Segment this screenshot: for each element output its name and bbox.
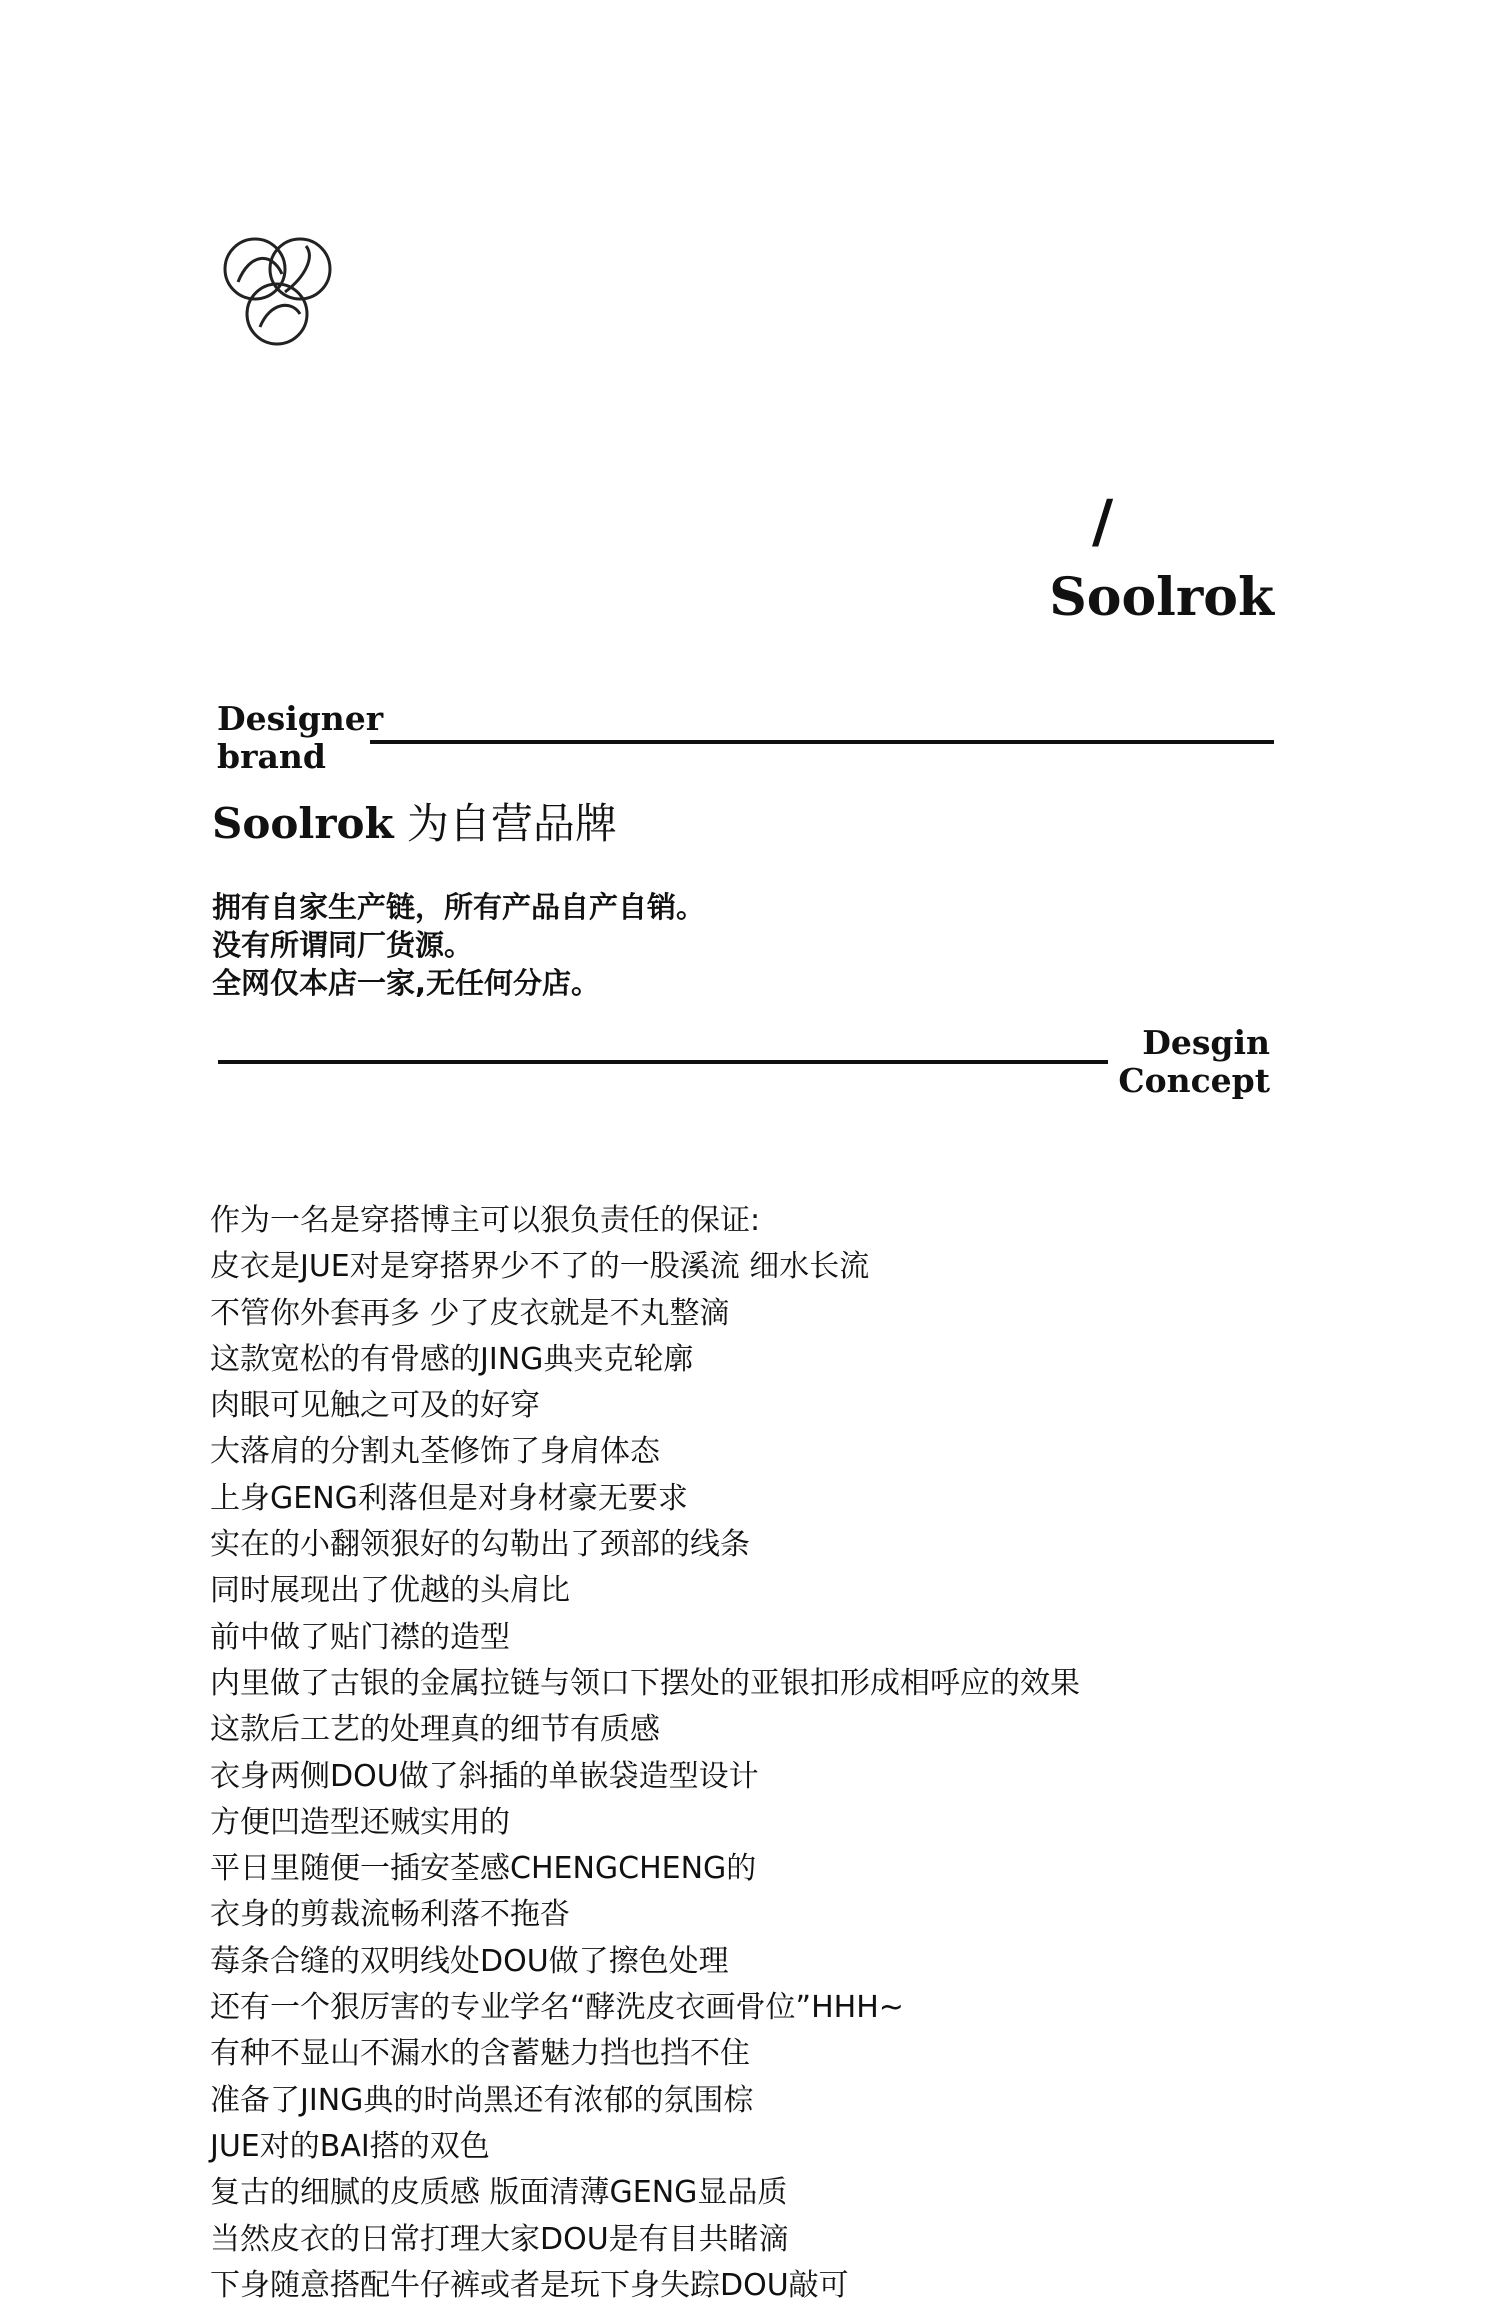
description-line: 作为一名是穿搭博主可以狠负责任的保证:: [210, 1203, 761, 1238]
self-brand-name: Soolrok: [212, 799, 394, 848]
description-line: 莓条合缝的双明线处DOU做了擦色处理: [210, 1943, 729, 1979]
description-line: 当然皮衣的日常打理大家DOU是有目共睹滴: [210, 2221, 789, 2257]
product-description: [210, 1198, 1080, 2309]
description-line: 大落肩的分割丸荃修饰了身肩体态: [210, 1434, 660, 1470]
description-line: 方便凹造型还贼实用的: [210, 1804, 510, 1840]
design-concept-label: [1118, 1024, 1270, 1100]
description-line: 平日里随便一插安荃感CHENGCHENG的: [210, 1851, 757, 1887]
self-brand-desc: 为自营品牌: [393, 799, 617, 848]
concept-label-line2: Concept: [1118, 1061, 1270, 1100]
brand-claims: [212, 888, 705, 1002]
description-line: 上身GENG利落但是对身材豪无要求: [210, 1480, 688, 1516]
divider-line-bottom: [218, 1060, 1108, 1064]
designer-label-line2: brand: [217, 737, 326, 776]
designer-label-line1: Designer: [217, 699, 384, 738]
description-line: 复古的细腻的皮质感 版面清薄GENG显品质: [210, 2175, 788, 2211]
description-line: 有种不显山不漏水的含蓄魅力挡也挡不住: [210, 2036, 750, 2072]
description-line: 同时展现出了优越的头肩比: [210, 1573, 570, 1609]
description-line: 前中做了贴门襟的造型: [210, 1619, 510, 1655]
description-line: 准备了JING典的时尚黑还有浓郁的氛围棕: [210, 2082, 754, 2118]
description-line: 实在的小翻领狠好的勾勒出了颈部的线条: [210, 1527, 750, 1563]
description-line: 衣身的剪裁流畅利落不拖沓: [210, 1897, 570, 1933]
divider-line-top: [370, 740, 1274, 744]
description-line: 这款后工艺的处理真的细节有质感: [210, 1712, 660, 1748]
description-line: 衣身两侧DOU做了斜插的单嵌袋造型设计: [210, 1758, 759, 1794]
brand-title: Soolrok: [1049, 567, 1274, 628]
self-brand-heading: [212, 799, 617, 848]
description-line: 内里做了古银的金属拉链与领口下摆处的亚银扣形成相呼应的效果: [210, 1665, 1080, 1701]
description-line: 肉眼可见触之可及的好穿: [210, 1388, 540, 1424]
brand-claim: 没有所谓同厂货源。: [212, 928, 474, 962]
brand-claim: 全网仅本店一家,无任何分店。: [212, 966, 601, 1000]
designer-brand-label: [217, 700, 383, 776]
description-line: JUE对的BAI搭的双色: [210, 2128, 490, 2164]
description-line: 下身随意搭配牛仔裤或者是玩下身失踪DOU敲可: [210, 2267, 849, 2303]
brand-claim: 拥有自家生产链，所有产品自产自销。: [212, 890, 706, 924]
description-line: 这款宽松的有骨感的JING典夹克轮廓: [210, 1341, 694, 1377]
description-line: 不管你外套再多 少了皮衣就是不丸整滴: [210, 1295, 730, 1331]
header-slash: /: [1092, 487, 1114, 555]
description-line: 还有一个狠厉害的专业学名“酵洗皮衣画骨位”HHH~: [210, 1990, 904, 2026]
brand-logo-icon: [210, 222, 350, 362]
description-line: 皮衣是JUE对是穿搭界少不了的一股溪流 细水长流: [210, 1249, 870, 1285]
concept-label-line1: Desgin: [1142, 1023, 1270, 1062]
